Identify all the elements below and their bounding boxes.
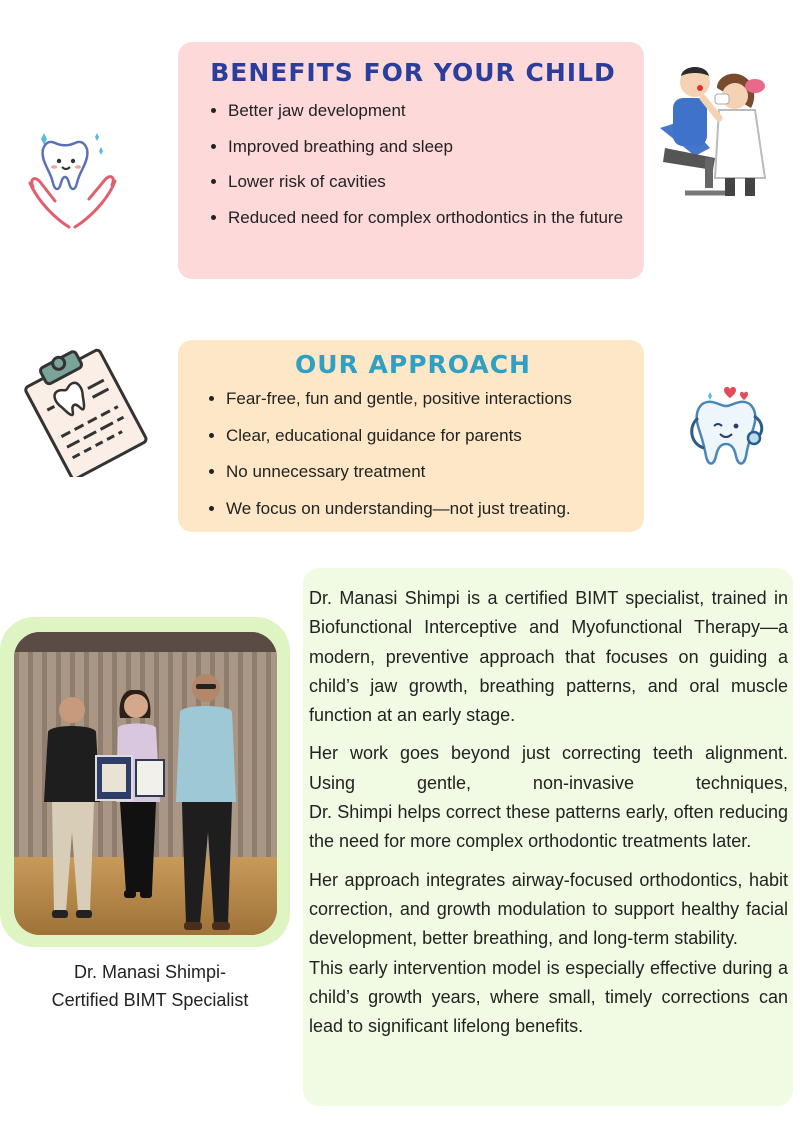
- benefits-card: [178, 42, 644, 279]
- list-item: • Better jaw development: [228, 93, 624, 129]
- tooth-in-hands-icon: [25, 125, 120, 230]
- photo-caption: [20, 958, 280, 1014]
- bio-paragraph-2a: Her work goes beyond just correcting teeth alignment. Using gentle, non-invasive techniques,: [309, 743, 788, 793]
- certificate-photo: [14, 632, 277, 935]
- bio-paragraph-2b: Dr. Shimpi helps correct these patterns early, often reducing the need for more complex orthodontic treatments later.: [309, 802, 788, 852]
- approach-list: [200, 381, 626, 527]
- list-item: • Clear, educational guidance for parents: [226, 418, 626, 455]
- approach-card: [178, 340, 644, 532]
- list-item: • Lower risk of cavities: [228, 164, 624, 200]
- list-item: • Fear-free, fun and gentle, positive interactions: [226, 381, 626, 418]
- dentist-with-patient-icon: [655, 58, 775, 208]
- caption-line-1: Dr. Manasi Shimpi-: [73, 962, 227, 982]
- list-item: • We focus on understanding—not just treating.: [226, 491, 626, 528]
- approach-title: OUR APPROACH: [295, 350, 531, 379]
- list-item: • No unnecessary treatment: [226, 454, 626, 491]
- caption-line-2: Certified BIMT Specialist: [51, 990, 249, 1010]
- bio-paragraph-3b: This early intervention model is especially effective during a child’s growth years, where small, timely corrections can lead to significant lifelong benefits.: [309, 957, 788, 1037]
- bio-card: [303, 568, 793, 1106]
- bio-paragraph-1: Dr. Manasi Shimpi is a certified BIMT specialist, trained in Biofunctional Interceptive and Myofunctional Therapy—a modern, preventive approach that focuses on guiding a child’s jaw growth, breathing patterns, and oral muscle function at an early stage.: [309, 588, 788, 726]
- bio-paragraph-3a: Her approach integrates airway-focused orthodontics, habit correction, and growth modulation to support healthy facial development, better breathing, and long-term stability.: [309, 869, 788, 949]
- tooth-with-stethoscope-icon: [684, 382, 776, 472]
- benefits-list: [202, 93, 624, 235]
- dental-clipboard-icon: [18, 345, 150, 477]
- benefits-title: BENEFITS FOR YOUR CHILD: [210, 58, 616, 87]
- list-item: • Improved breathing and sleep: [228, 129, 624, 165]
- certificate-ceremony-image: [14, 632, 277, 935]
- list-item: • Reduced need for complex orthodontics in the future: [228, 200, 624, 236]
